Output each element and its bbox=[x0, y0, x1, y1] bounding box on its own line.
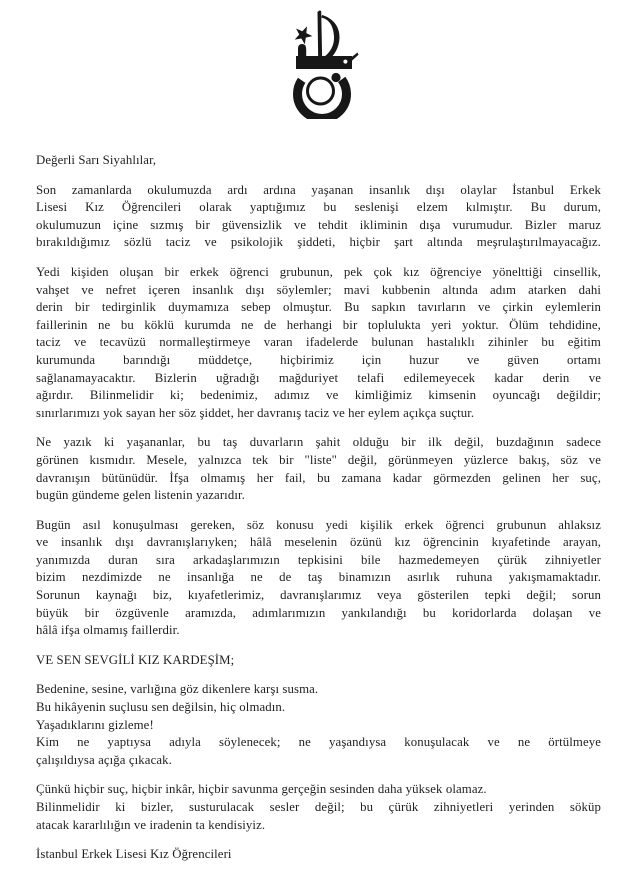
paragraph-line: Bu hikâyenin suçlusu sen değilsin, hiç olmadın. bbox=[36, 700, 286, 715]
paragraph-line: bizim nezdimizde ne insanlığa ne de taş binamızın asırlık ruhuna yakışmamaktadır. bbox=[36, 570, 601, 585]
paragraph-line: Bugün asıl konuşulması gereken, söz konusu yedi kişilik erkek öğrenci grubunun ahlaksız bbox=[36, 517, 601, 532]
paragraph-line: sağlanamayacaktır. Bizlerin uğradığı mağduriyet telafi edilemeyecek kadar derin ve bbox=[36, 370, 601, 385]
paragraph-line: davranışın bütünüdür. İfşa olmamış her fail, bu zamana kadar görmezden gelinen her suç, bbox=[36, 470, 601, 485]
paragraph-line: yanımızda duran sıra arkadaşlarımızın tepkisini bile hazmedemeyen çürük zihniyetler bbox=[36, 552, 601, 567]
paragraph-line: Yaşadıklarını gizleme! bbox=[36, 717, 154, 732]
paragraph bbox=[36, 517, 601, 640]
heading bbox=[36, 652, 601, 670]
signature-line: İstanbul Erkek Lisesi Kız Öğrencileri bbox=[36, 847, 232, 862]
alif-stroke bbox=[318, 11, 323, 61]
heading-line: VE SEN SEVGİLİ KIZ KARDEŞİM; bbox=[36, 652, 235, 667]
paragraph-line: çalışıldıysa açığa çıkacak. bbox=[36, 752, 172, 767]
paragraph-line: Lisesi Kız Öğrencileri olarak yaptığımız bu seslenişi elzem kılmıştır. Bu durum, bbox=[36, 200, 601, 215]
paragraph bbox=[36, 182, 601, 252]
paragraph-line: ve insanlık dışı davranışlarıyken; hâlâ meselenin özünü kız öğrencinin kıyafetinde arayan, bbox=[36, 535, 601, 550]
paragraph-line: Sorunun kaynağı biz, kıyafetlerimiz, davranışlarımız veya gösterilen tepki değil; sorun bbox=[36, 588, 601, 603]
paragraph-line: ağırdır. Bilinmelidir ki; bedenimiz, adımız ve kimliğimiz kimsenin oyuncağı değildir; bbox=[36, 388, 601, 403]
paragraph bbox=[36, 781, 601, 834]
paragraph-line: okulumuzun içine sızmış bir güvensizlik ve tehdit ikliminin dışa vurumudur. Bizler maruz bbox=[36, 217, 601, 232]
paragraph-line: Yedi kişiden oluşan bir erkek öğrenci grubunun, pek çok kız öğrenciye yönelttiği cinsellik, bbox=[36, 264, 601, 279]
paragraph-line: Bedenine, sesine, varlığına göz dikenlere karşı susma. bbox=[36, 682, 319, 697]
paragraph-line: Bilinmelidir ki bizler, susturulacak sesler değil; bu çürük zihniyetleri yerinden söküp bbox=[36, 800, 601, 814]
paragraph-line: büyük bir özgüvenle aramızda, adımlarımızın yankılandığı bu koridorlarda dolaşan ve bbox=[36, 605, 601, 620]
paragraph-line: Son zamanlarda okulumuzda ardı ardına yaşanan insanlık dışı olaylar İstanbul Erkek bbox=[36, 182, 601, 197]
paragraph-line: kurumunda barındığı müddetçe, hiçbirimiz için huzur ve güven ortamı bbox=[36, 352, 601, 367]
school-emblem-svg bbox=[283, 9, 359, 119]
paragraph bbox=[36, 264, 601, 422]
salutation bbox=[36, 152, 601, 170]
paragraph-line: hâlâ ifşa olmamış faillerdir. bbox=[36, 623, 180, 638]
paragraph-line: derin bir tedirginlik duymamıza sebep olmuştur. Bu sapkın tavırların ve çirkin eylemlerin bbox=[36, 300, 601, 315]
paragraph-line: taciz ve tecavüzü normalleştirmeye varan ifadelerde bulunan hastalıklı zihinler bu eğitim bbox=[36, 335, 601, 350]
paragraph-line: sınırlarımızı yok sayan her söz şiddet, her davranış taciz ve her eylem açıkça suçtur. bbox=[36, 405, 475, 420]
center-dot bbox=[331, 73, 340, 82]
paragraph-line: Kim ne yaptıysa adıyla söylenecek; ne yaşandıysa konuşulacak ve ne örtülmeye bbox=[36, 735, 601, 750]
knot-eye bbox=[343, 60, 347, 64]
paragraph-line: bugün gündeme gelen listenin yazarıdır. bbox=[36, 488, 245, 503]
school-emblem-logo bbox=[283, 0, 359, 119]
paragraph bbox=[36, 434, 601, 504]
paragraph-line: Çünkü hiçbir suç, hiçbir inkâr, hiçbir savunma gerçeğin sesinden daha yüksek olamaz. bbox=[36, 782, 487, 797]
paragraph-line: vahşet ve nefret içeren insanlık dışı söylemler; mavi kubbenin altında adım atarken dahi bbox=[36, 282, 601, 297]
inner-ring bbox=[308, 78, 334, 104]
paragraph bbox=[36, 681, 601, 769]
paragraph-line: atacak kararlılığın ve iradenin ta kendisiyiz. bbox=[36, 817, 266, 832]
salutation-line: Değerli Sarı Siyahlılar, bbox=[36, 153, 157, 167]
letter-body bbox=[36, 152, 601, 864]
emblem-glyphs bbox=[292, 11, 359, 119]
star-icon bbox=[292, 23, 316, 46]
paragraph-line: bırakıldığımız sözlü taciz ve psikolojik şiddeti, hiçbir şart altında meşrulaştırılmayacağız. bbox=[36, 235, 601, 250]
paragraph-line: Ne yazık ki yaşananlar, bu taş duvarların şahit olduğu bir ilk değil, buzdağının sadece bbox=[36, 435, 601, 450]
sail-stroke bbox=[321, 15, 339, 62]
paragraph-line: faillerinin ne bu köklü kurumda ne de herhangi bir toplulukta yeri yoktur. Ölüm tehdidine, bbox=[36, 317, 601, 332]
signature bbox=[36, 846, 601, 864]
paragraph-line: görünen kısmıdır. Mesele, yalnızca tek bir "liste" değil, görünmeyen yüzlerce bakış, söz ve bbox=[36, 452, 601, 467]
